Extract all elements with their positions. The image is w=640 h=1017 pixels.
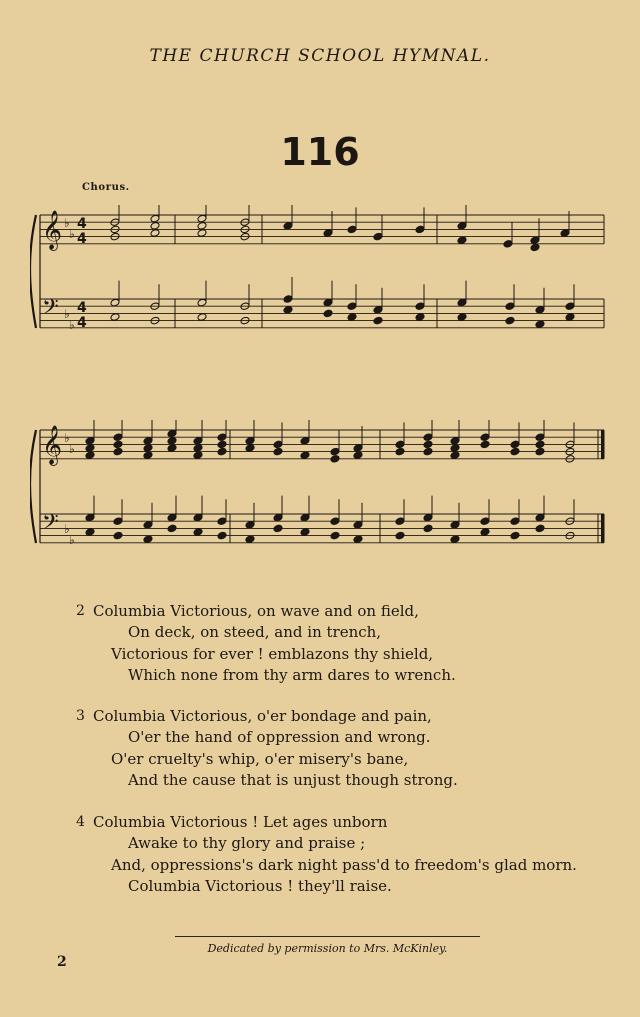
footer-rule [175,936,480,937]
stanza-line: On deck, on steed, and in trench, [128,623,382,642]
stanza-number: 2 [76,603,85,619]
svg-text:𝄞: 𝄞 [42,210,63,250]
svg-text:4: 4 [77,231,87,247]
svg-text:𝄢: 𝄢 [42,295,59,325]
stanza-line: Columbia Victorious ! they'll raise. [128,876,392,895]
svg-text:𝄞: 𝄞 [42,425,63,465]
stanza-2 [76,601,456,686]
dedication-note: Dedicated by permission to Mrs. McKinley. [207,942,448,955]
signature-mark: 2 [57,954,67,970]
stanza-3 [76,706,458,791]
svg-text:♭: ♭ [69,227,75,241]
music-system-2 [30,420,615,570]
svg-text:4: 4 [77,300,87,316]
svg-text:♭: ♭ [64,431,70,445]
svg-text:4: 4 [77,315,87,331]
chorus-label: Chorus. [82,182,130,193]
stanza-line: Columbia Victorious, o'er bondage and pain, [93,707,432,725]
stanza-line: Which none from thy arm dares to wrench. [128,665,456,684]
stanza-line: Columbia Victorious, on wave and on field, [93,602,419,620]
stanza-line: O'er cruelty's whip, o'er misery's bane, [111,749,409,768]
music-score-system-1 [30,205,615,355]
stanza-line: Awake to thy glory and praise ; [128,834,366,853]
stanza-line: And, oppressions's dark night pass'd to freedom's glad morn. [111,855,577,874]
music-score-system-2 [30,420,615,570]
hymn-number: 116 [280,130,360,174]
svg-text:4: 4 [77,216,87,232]
svg-text:♭: ♭ [64,307,70,321]
stanza-line: And the cause that is unjust though strong. [128,770,458,789]
svg-text:♭: ♭ [69,318,75,332]
music-system-1 [30,205,615,355]
stanza-number: 3 [76,708,85,724]
running-head: THE CHURCH SCHOOL HYMNAL. [149,46,491,66]
svg-text:𝄢: 𝄢 [42,510,59,540]
stanza-line: Columbia Victorious ! Let ages unborn [93,813,388,831]
stanza-line: O'er the hand of oppression and wrong. [128,728,431,747]
svg-text:♭: ♭ [64,522,70,536]
svg-text:♭: ♭ [64,216,70,230]
svg-text:♭: ♭ [69,442,75,456]
stanza-number: 4 [76,814,85,830]
stanza-line: Victorious for ever ! emblazons thy shield, [111,644,434,663]
stanza-4 [76,812,577,897]
svg-text:♭: ♭ [69,533,75,547]
